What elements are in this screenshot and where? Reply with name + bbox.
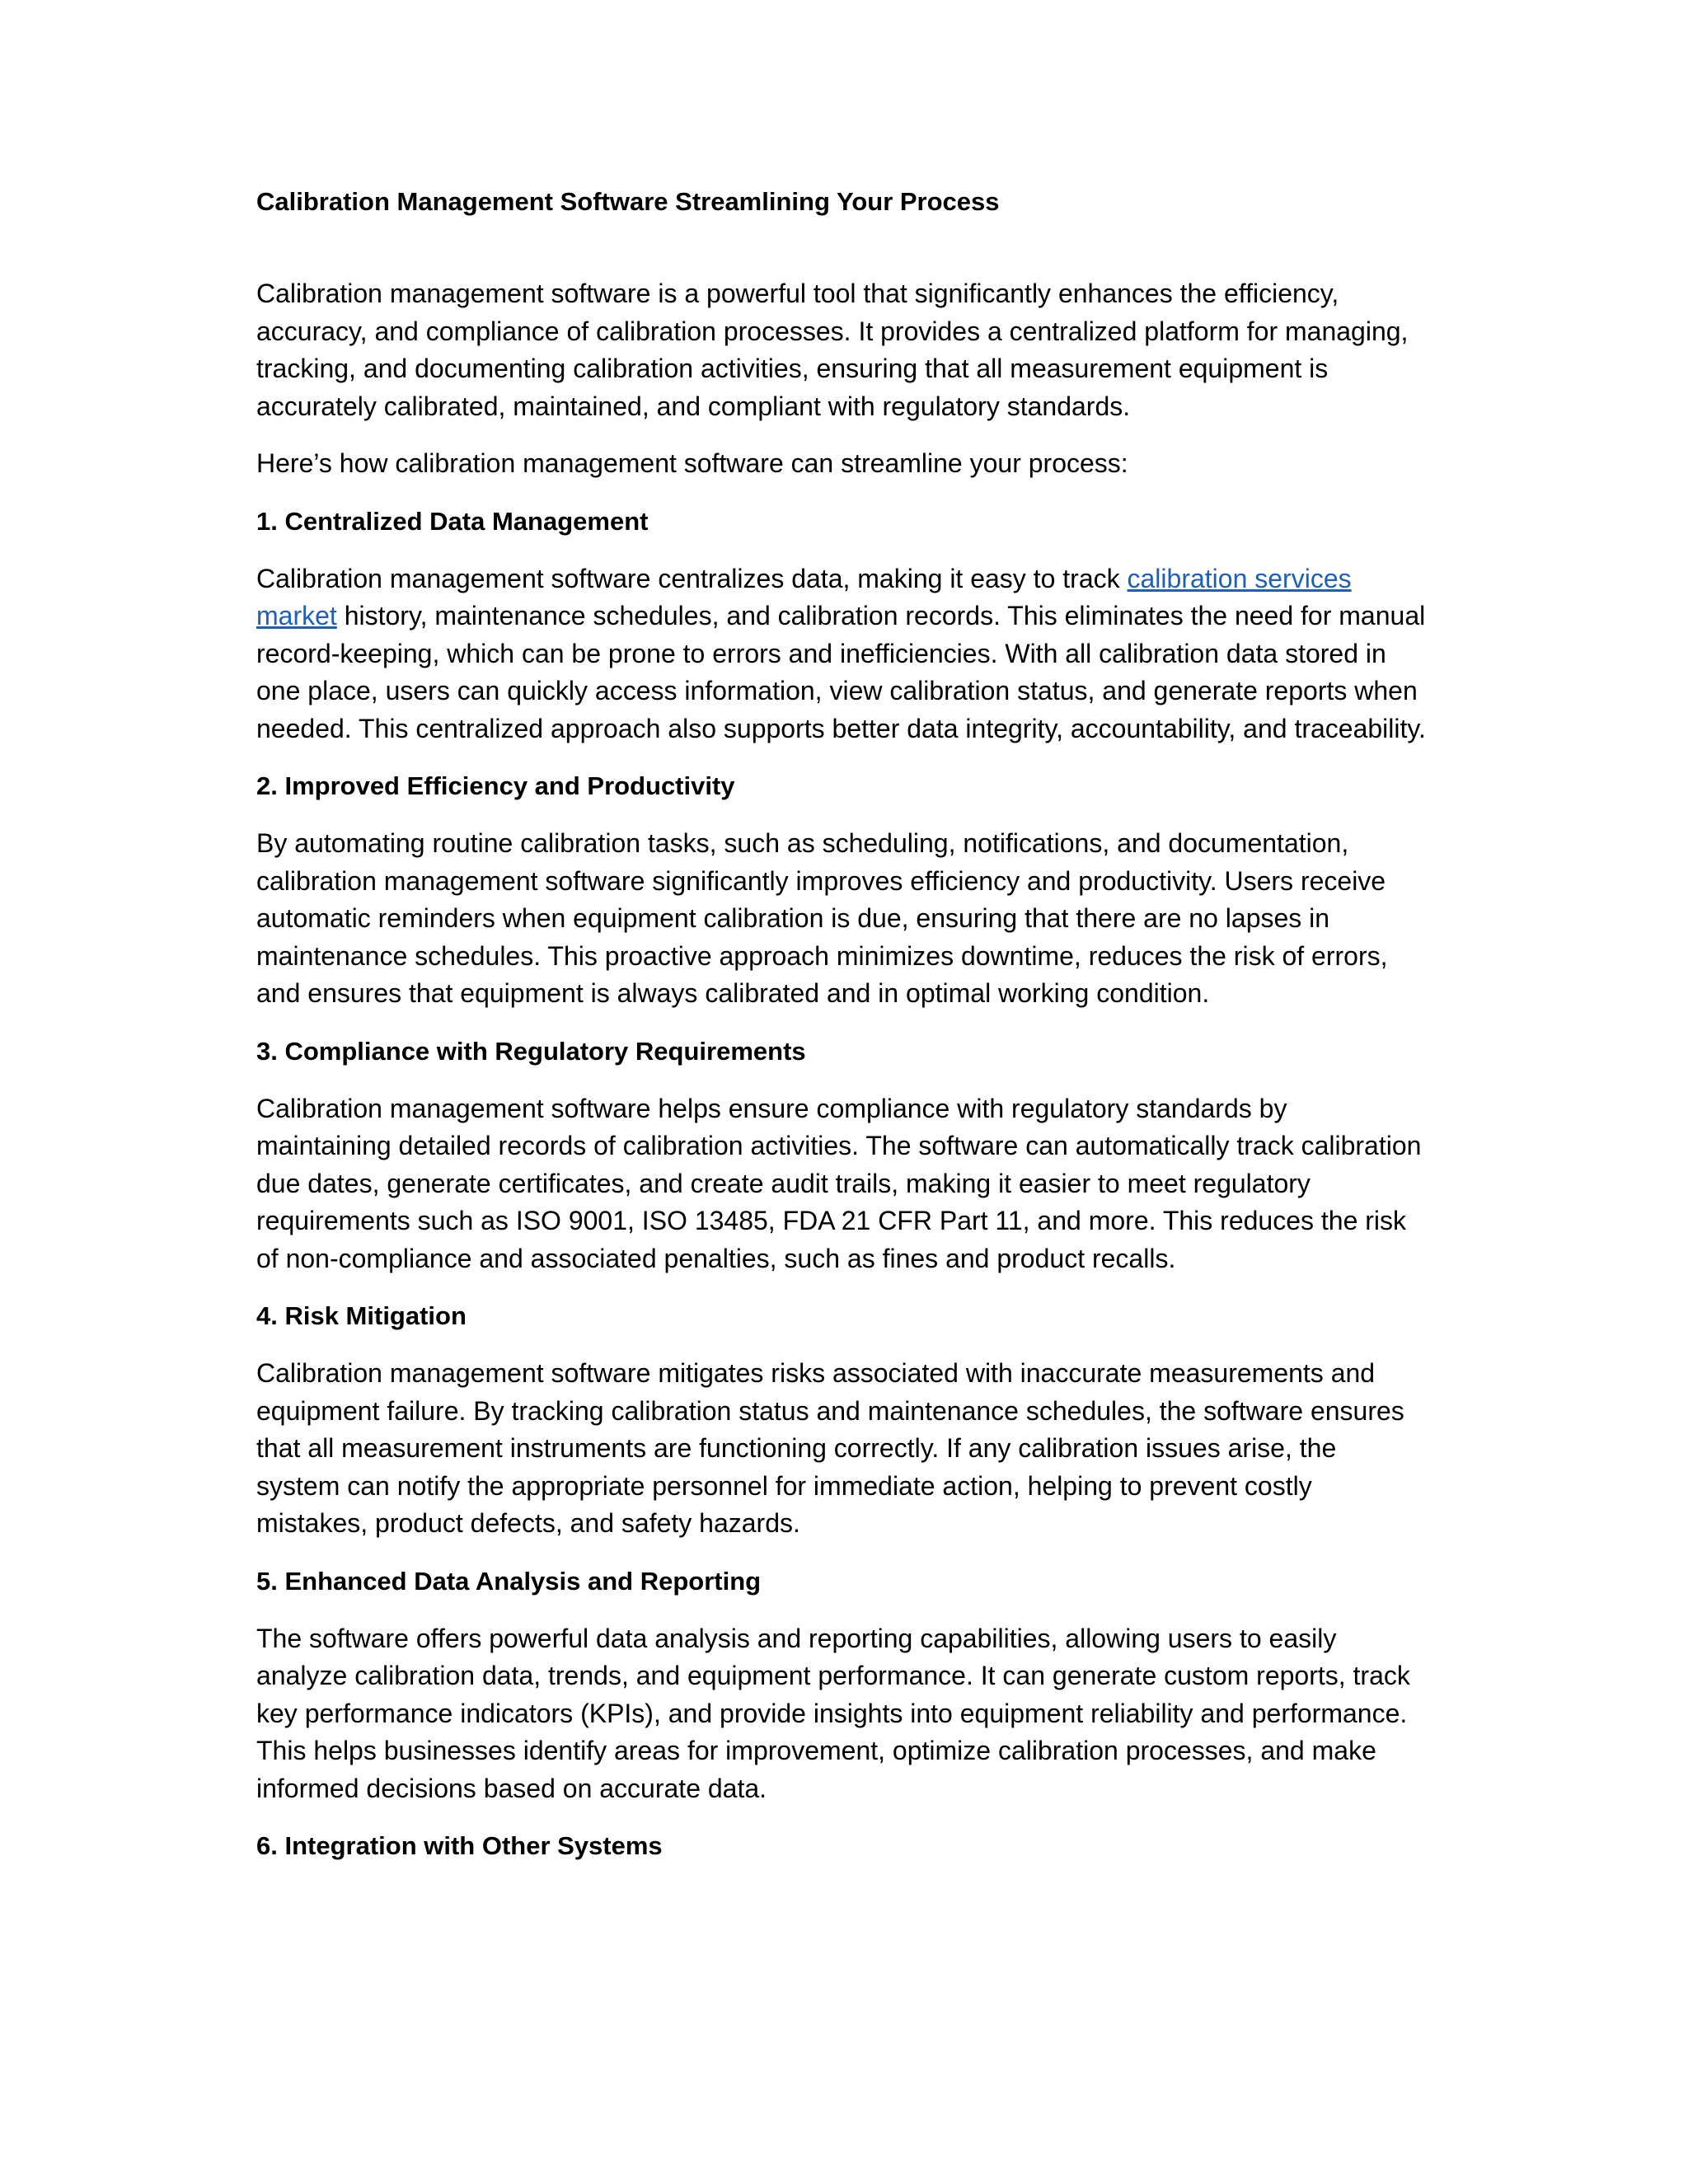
- lead-in-paragraph: Here’s how calibration management software can streamline your process:: [256, 448, 1128, 478]
- section-heading-integration: 6. Integration with Other Systems: [256, 1831, 663, 1860]
- calibration-services-market-link[interactable]: calibration services market: [256, 563, 1352, 630]
- section-heading-data-analysis: 5. Enhanced Data Analysis and Reporting: [256, 1566, 762, 1596]
- intro-paragraph: Calibration management software is a powerful tool that significantly enhances the efficiency, accuracy, and compliance of calibration processes. It provides a centralized platform for managing, tracking, and documenting calibration activities, ensuring that all measurement equipment is accurately calibrated, maintained, and compliant with regulatory standards.: [256, 279, 1409, 421]
- section-heading-compliance: 3. Compliance with Regulatory Requirements: [256, 1036, 806, 1066]
- section-heading-efficiency: 2. Improved Efficiency and Productivity: [256, 771, 735, 800]
- section-paragraph-efficiency: By automating routine calibration tasks, such as scheduling, notifications, and documentation, calibration management software significantly improves efficiency and productivity. Users receive automatic reminders when equipment calibration is due, ensuring that there are no lapses in maintenance schedules. This proactive approach minimizes downtime, reduces the risk of errors, and ensures that equipment is always calibrated and in optimal working condition.: [256, 828, 1388, 1008]
- paragraph-text: history, maintenance schedules, and calibration records. This eliminates the need for manual record-keeping, which can be prone to errors and inefficiencies. With all calibration data stored in one place, users can quickly access information, view calibration status, and generate reports when needed. This centralized approach also supports better data integrity, accountability, and traceability.: [256, 601, 1426, 743]
- document-title: Calibration Management Software Streamlining Your Process: [256, 187, 1000, 216]
- section-paragraph-compliance: Calibration management software helps ensure compliance with regulatory standards by maintaining detailed records of calibration activities. The software can automatically track calibration due dates, generate certificates, and create audit trails, making it easier to meet regulatory requirements such as ISO 9001, ISO 13485, FDA 21 CFR Part 11, and more. This reduces the risk of non-compliance and associated penalties, such as fines and product recalls.: [256, 1093, 1422, 1273]
- section-paragraph-risk-mitigation: Calibration management software mitigates risks associated with inaccurate measurements and equipment failure. By tracking calibration status and maintenance schedules, the software ensures that all measurement instruments are functioning correctly. If any calibration issues arise, the system can notify the appropriate personnel for immediate action, helping to prevent costly mistakes, product defects, and safety hazards.: [256, 1358, 1404, 1538]
- section-paragraph-centralized-data: [256, 560, 1427, 748]
- section-heading-centralized-data: 1. Centralized Data Management: [256, 506, 649, 536]
- document-body: [256, 183, 1427, 1885]
- section-paragraph-data-analysis: The software offers powerful data analysis and reporting capabilities, allowing users to easily analyze calibration data, trends, and equipment performance. It can generate custom reports, track key performance indicators (KPIs), and provide insights into equipment reliability and performance. This helps businesses identify areas for improvement, optimize calibration processes, and make informed decisions based on accurate data.: [256, 1623, 1410, 1803]
- section-heading-risk-mitigation: 4. Risk Mitigation: [256, 1301, 467, 1330]
- paragraph-text: Calibration management software centralizes data, making it easy to track: [256, 563, 1128, 593]
